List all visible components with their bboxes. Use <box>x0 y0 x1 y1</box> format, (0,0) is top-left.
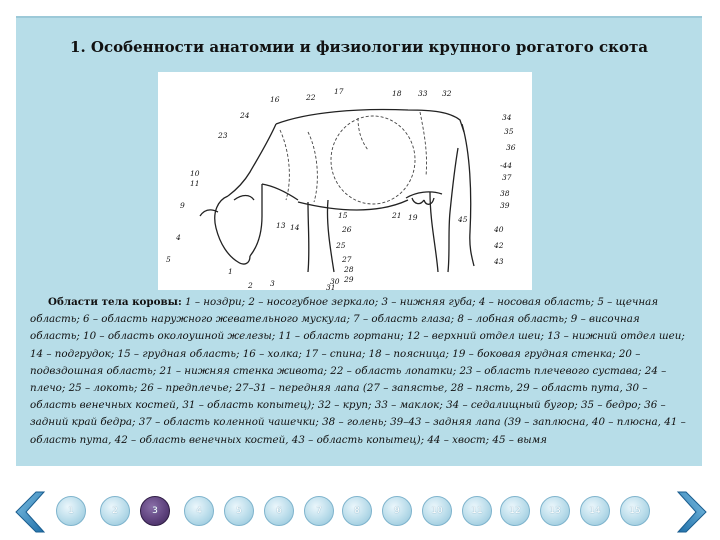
label-32: 32 <box>442 89 452 98</box>
label-22: 22 <box>306 93 316 102</box>
slide-navigation <box>0 486 720 540</box>
label-39: 39 <box>500 201 510 210</box>
label-37: 37 <box>502 173 512 182</box>
figure-caption <box>30 294 692 449</box>
page-button-14[interactable]: 14 <box>580 496 610 526</box>
label-36: 36 <box>506 143 516 152</box>
page-button-10[interactable]: 10 <box>422 496 452 526</box>
label-28: 28 <box>344 265 354 274</box>
page-button-4[interactable]: 4 <box>184 496 214 526</box>
cow-diagram <box>158 72 532 290</box>
page-button-1[interactable]: 1 <box>56 496 86 526</box>
label-43: 43 <box>494 257 504 266</box>
caption-lead: Области тела коровы: <box>48 296 182 308</box>
slide-panel <box>16 16 702 466</box>
label-18: 18 <box>392 89 402 98</box>
page-button-9[interactable]: 9 <box>382 496 412 526</box>
label-23: 23 <box>218 131 228 140</box>
label-35: 35 <box>504 127 514 136</box>
caption-body: 1 – ноздри; 2 – носогубное зеркало; 3 – нижняя губа; 4 – носовая область; 5 – щечная область; 6 – область наружного жевательного мускула; 7 – область глаза; 8 – лобная область; 9 – височная область; 10 – область околоушной железы; 11 – область гортани; 12 – верхний отдел шеи; 13 – нижний отдел шеи; 14 – подгрудок; 15 – грудная область; 16 – холка; 17 – спина; 18 – поясница; 19 – боковая грудная стенка; 20 – подвздошная область; 21 – нижняя стенка живота; 22 – область лопатки; 23 – область плечевого сустава; 24 – плечо; 25 – локоть; 26 – предплечье; 27–31 – передняя лапа (27 – запястье, 28 – пясть, 29 – область пута, 30 – область венечных костей, 31 – область копытец); 32 – круп; 33 – маклок; 34 – седалищный бугор; 35 – бедро; 36 – задний край бедра; 37 – область коленной чашечки; 38 – голень; 39–43 – задняя лапа (39 – заплюсна, 40 – плюсна, 41 – область пута, 42 – область венечных костей, 43 – область копытец); 44 – хвост; 45 – вымя <box>30 296 686 446</box>
page-button-11[interactable]: 11 <box>462 496 492 526</box>
page-button-2[interactable]: 2 <box>100 496 130 526</box>
label-42: 42 <box>494 241 504 250</box>
page-button-13[interactable]: 13 <box>540 496 570 526</box>
page-button-8[interactable]: 8 <box>342 496 372 526</box>
label-9: 9 <box>180 201 185 210</box>
label-10: 10 <box>190 169 200 178</box>
label-30: 30 <box>330 277 340 286</box>
slide-title: 1. Особенности анатомии и физиологии крупного рогатого скота <box>70 38 648 56</box>
label-26: 26 <box>342 225 352 234</box>
page-button-6[interactable]: 6 <box>264 496 294 526</box>
arrow-left-icon <box>12 490 46 534</box>
label-34: 34 <box>502 113 512 122</box>
label-44: -44 <box>500 161 513 170</box>
page-button-5[interactable]: 5 <box>224 496 254 526</box>
page-button-7[interactable]: 7 <box>304 496 334 526</box>
arrow-right-icon <box>676 490 710 534</box>
prev-slide-button[interactable] <box>12 490 46 534</box>
label-2: 2 <box>248 281 253 290</box>
label-33: 33 <box>418 89 428 98</box>
label-14: 14 <box>290 223 300 232</box>
cow-anatomy-figure <box>158 72 532 290</box>
label-1: 1 <box>228 267 233 276</box>
label-27: 27 <box>342 255 352 264</box>
label-45: 45 <box>458 215 468 224</box>
label-21: 21 <box>392 211 402 220</box>
label-40: 40 <box>494 225 504 234</box>
label-25: 25 <box>336 241 346 250</box>
label-17: 17 <box>334 87 344 96</box>
page-button-15[interactable]: 15 <box>620 496 650 526</box>
label-19: 19 <box>408 213 418 222</box>
label-31: 31 <box>326 283 336 290</box>
page-button-12[interactable]: 12 <box>500 496 530 526</box>
label-24: 24 <box>240 111 250 120</box>
label-29: 29 <box>344 275 354 284</box>
label-38: 38 <box>500 189 510 198</box>
label-4: 4 <box>176 233 181 242</box>
label-16: 16 <box>270 95 280 104</box>
label-15: 15 <box>338 211 348 220</box>
label-5: 5 <box>166 255 171 264</box>
label-3: 3 <box>270 279 275 288</box>
page-button-3[interactable]: 3 <box>140 496 170 526</box>
next-slide-button[interactable] <box>676 490 710 534</box>
label-11: 11 <box>190 179 200 188</box>
label-13: 13 <box>276 221 286 230</box>
